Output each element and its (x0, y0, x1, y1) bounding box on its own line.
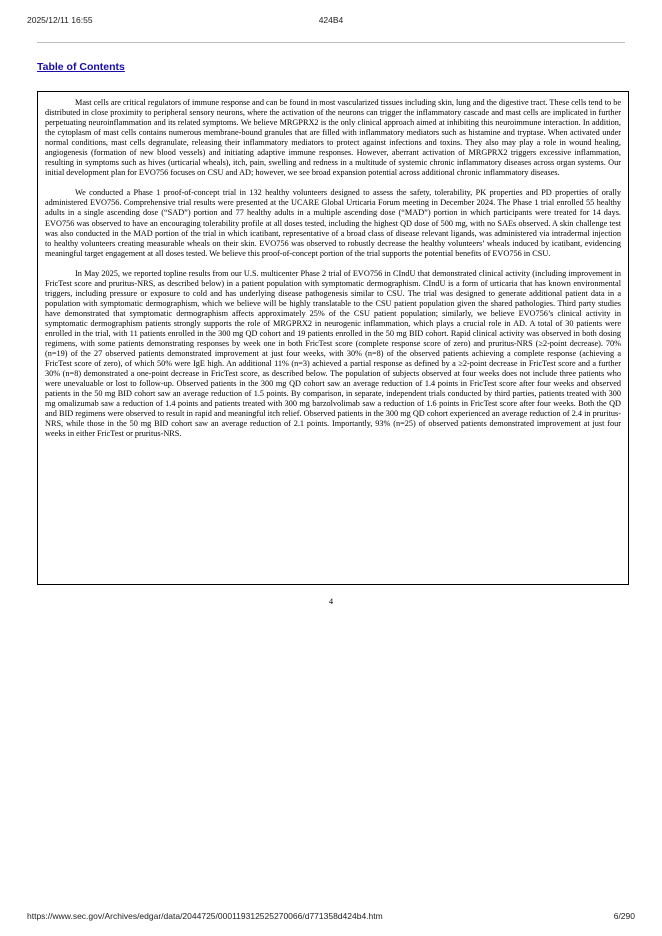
content-box (37, 91, 629, 585)
paragraph-mast-cells: Mast cells are critical regulators of immune response and can be found in most vascularized tissues including skin, lung and the digestive tract. These cells tend to be distributed in close proximity to peripheral sensory neurons, where the activation of the neurons can trigger the inflammatory cascade and mast cells are implicated in further perpetuating neuroinflammation and its related symptoms. We believe MRGPRX2 is the only clinical approach aimed at inhibiting this neuroimmune interaction. In addition, the cytoplasm of mast cells contains numerous membrane-bound granules that are filled with inflammatory mediators such as histamine and tryptase. When activated under normal conditions, mast cells degranulate, releasing their inflammatory mediators to protect against infections and toxins. They also may play a role in wound healing, angiogenesis (formation of new blood vessels) and initiating adaptive immune responses. However, aberrant activation of MRGPRX2 triggers excessive inflammation, resulting in symptoms such as hives (urticarial wheals), itch, pain, swelling and redness in a multitude of systemic chronic inflammatory diseases across organ systems. Our initial development plan for EVO756 focuses on CSU and AD; however, we see broad expansion potential across additional chronic inflammatory diseases. (45, 98, 621, 178)
source-url: https://www.sec.gov/Archives/edgar/data/2044725/000119312525270066/d771358d424b4.htm (27, 911, 383, 921)
table-of-contents-link[interactable]: Table of Contents (37, 61, 125, 73)
document-id: 424B4 (318, 15, 344, 25)
print-page-count: 6/290 (613, 911, 635, 921)
paragraph-phase1-trial: We conducted a Phase 1 proof-of-concept trial in 132 healthy volunteers designed to assess the safety, tolerability, PK properties and PD properties of orally administered EVO756. Comprehensive trial results were presented at the UCARE Global Urticaria Forum meeting in December 2024. The Phase 1 trial enrolled 55 healthy adults in a single ascending dose (“SAD”) portion and 77 healthy adults in a multiple ascending dose (“MAD”) portion in which participants were treated for 14 days. EVO756 was observed to have an encouraging tolerability profile at all doses tested, including the highest QD dose of 500 mg, with no SAEs observed. A skin challenge test was also conducted in the MAD portion of the trial in which icatibant, representative of a broad class of disease relevant ligands, was administered via intradermal injection to healthy volunteers creating measurable wheals on their skin. EVO756 was observed to robustly decrease the healthy volunteers’ wheals induced by icatibant, evidencing meaningful target engagement at all doses tested. We believe this proof-of-concept portion of the trial supports the potential benefits of EVO756 in CSU. (45, 188, 621, 258)
print-datetime: 2025/12/11 16:55 (27, 15, 93, 25)
header-divider (37, 42, 625, 43)
page-number: 4 (328, 596, 334, 606)
paragraph-phase2-trial: In May 2025, we reported topline results from our U.S. multicenter Phase 2 trial of EVO756 in CIndU that demonstrated clinical activity (including improvement in FricTest score and pruritus-NRS, as described below) in a patient population with symptomatic dermographism. CIndU is a form of urticaria that has known environmental triggers, including pressure or exposure to cold and has underlying disease pathogenesis similar to CSU. The trial was designed to generate additional patient data in a population with symptomatic dermographism, which we believe will be highly translatable to the CSU patient population given the shared pathologies. Third party studies have demonstrated that symptomatic dermographism affects approximately 25% of the CSU patient population; similarly, we believe EVO756’s clinical activity in symptomatic dermographism patients strongly supports the role of MRGPRX2 in neurogenic inflammation, which plays a crucial role in AD. A total of 30 patients were enrolled in the trial, with 11 patients enrolled in the 300 mg QD cohort and 19 patients enrolled in the 50 mg BID cohort. Rapid clinical activity was observed in both dosing regimens, with some patients demonstrating responses by week one in both FricTest score (complete response score of zero) and pruritus-NRS (≥2-point decrease). 70% (n=19) of the 27 observed patients demonstrated improvement at just four weeks, with 30% (n=8) of the observed patients achieving a complete response (achieving a FricTest score of zero), of which 50% were IgE high. An additional 11% (n=3) achieved a partial response as defined by a ≥2-point decrease in FricTest score and a further 30% (n=8) demonstrated a one-point decrease in FricTest score, as described below. The population of subjects observed at four weeks does not include three patients who were unevaluable or lost to follow-up. Observed patients in the 300 mg QD cohort saw an average reduction of 1.4 points in FricTest score after four weeks and observed patients in the 50 mg BID cohort saw an average reduction of 1.5 points. By comparison, in separate, independent trials conducted by third parties, patients treated with 300 mg omalizumab saw a reduction of 1.4 points and patients treated with 300 mg barzolvolimab saw a reduction of 1.6 points in FricTest score after four weeks. Both the QD and BID regimens were observed to result in rapid and meaningful itch relief. Observed patients in the 300 mg QD cohort experienced an average reduction of 2.4 in pruritus-NRS, while those in the 50 mg BID cohort saw an average reduction of 2.1 points. Importantly, 93% (n=25) of observed patients demonstrated improvement at just four weeks in either FricTest or pruritus-NRS. (45, 268, 621, 439)
